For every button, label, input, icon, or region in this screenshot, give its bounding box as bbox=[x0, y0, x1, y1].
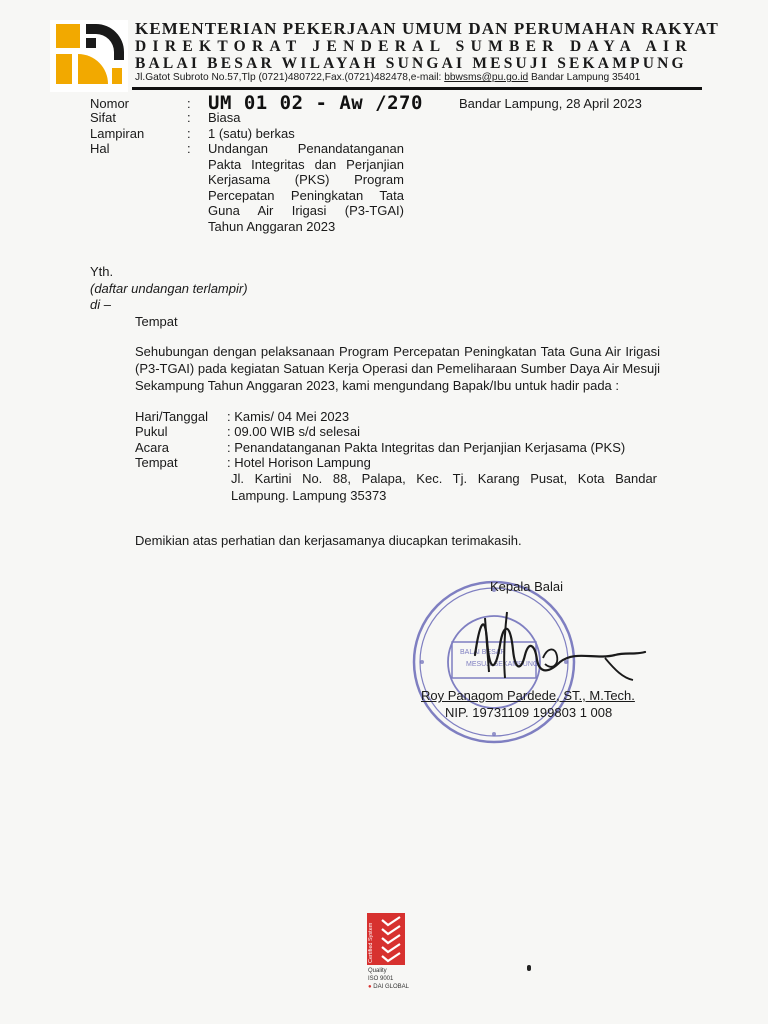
body-paragraph: Sehubungan dengan pelaksanaan Program Percepatan Peningkatan Tata Guna Air Irigasi (P3-TGAI) pada kegiatan Satuan Kerja Operasi dan Pemeliharaan Sumber Daya Air Mesuji Sekampung Tahun Anggaran 2023, kami mengundang Bapak/Ibu untuk hadir pada : bbox=[135, 344, 660, 393]
detail-value: : Hotel Horison Lampung bbox=[227, 455, 371, 470]
signatory-nip: NIP. 19731109 199803 1 008 bbox=[445, 705, 613, 720]
signatory-name: Roy Panagom Pardede, ST., M.Tech. bbox=[421, 688, 635, 703]
detail-label: Tempat bbox=[135, 455, 178, 470]
iso-quality: Quality bbox=[368, 968, 387, 974]
yth: Yth. bbox=[90, 264, 114, 279]
checkmarks-icon bbox=[379, 915, 403, 963]
handwritten-signature bbox=[455, 600, 655, 690]
detail-label: Pukul bbox=[135, 424, 168, 439]
detail-value: : 09.00 WIB s/d selesai bbox=[227, 424, 360, 439]
detail-label: Hari/Tanggal bbox=[135, 409, 208, 424]
iso-badge-vertical-text: Certified System bbox=[368, 922, 374, 963]
iso-issuer-text: DAI GLOBAL bbox=[373, 984, 409, 990]
letterhead-ministry: KEMENTERIAN PEKERJAAN UMUM DAN PERUMAHAN RAKYAT bbox=[135, 19, 719, 38]
lampiran-value: 1 (satu) berkas bbox=[208, 126, 295, 141]
signatory-position: Kepala Balai bbox=[490, 579, 563, 594]
address-line: Lampung. Lampung 35373 bbox=[231, 488, 387, 503]
closing-text: Demikian atas perhatian dan kerjasamanya diucapkan terimakasih. bbox=[135, 533, 522, 548]
detail-value: : Penandatanganan Pakta Integritas dan Perjanjian Kerjasama (PKS) bbox=[227, 440, 626, 455]
hal-line: Percepatan Peningkatan Tata bbox=[208, 187, 404, 203]
iso-standard: ISO 9001 bbox=[368, 976, 394, 982]
nomor-colon: : bbox=[187, 96, 191, 111]
letterhead-office: BALAI BESAR WILAYAH SUNGAI MESUJI SEKAMPUNG bbox=[135, 55, 687, 72]
iso-certification-badge bbox=[367, 913, 405, 965]
hal-label: Hal bbox=[90, 141, 110, 156]
hal-line: Pakta Integritas dan Perjanjian bbox=[208, 156, 404, 172]
hal-subject bbox=[208, 141, 404, 234]
sifat-value: Biasa bbox=[208, 110, 241, 125]
letterhead-divider bbox=[132, 87, 702, 90]
detail-label: Acara bbox=[135, 440, 169, 455]
address-suffix: Bandar Lampung 35401 bbox=[528, 72, 641, 83]
sifat-colon: : bbox=[187, 110, 191, 125]
nomor-value: UM 01 02 - Aw /270 bbox=[208, 92, 423, 114]
hal-line: Undangan Penandatanganan bbox=[208, 141, 404, 156]
lampiran-colon: : bbox=[187, 126, 191, 141]
hal-line: Tahun Anggaran 2023 bbox=[208, 218, 336, 234]
recipient-list: (daftar undangan terlampir) bbox=[90, 281, 248, 296]
recipient-place: Tempat bbox=[135, 314, 178, 329]
hal-line: Guna Air Irigasi (P3-TGAI) bbox=[208, 203, 404, 218]
ministry-logo bbox=[50, 20, 128, 92]
email-link[interactable]: bbwsms@pu.go.id bbox=[444, 72, 529, 83]
address-line: Jl. Kartini No. 88, Palapa, Kec. Tj. Karang Pusat, Kota Bandar bbox=[231, 471, 657, 486]
detail-value: : Kamis/ 04 Mei 2023 bbox=[227, 409, 350, 424]
svg-text:BALAI BESAR: BALAI BESAR bbox=[460, 649, 506, 656]
venue-address bbox=[231, 470, 657, 504]
letterhead-directorate: DIREKTORAT JENDERAL SUMBER DAYA AIR bbox=[135, 38, 693, 55]
iso-issuer bbox=[368, 984, 409, 991]
address-prefix: Jl.Gatot Subroto No.57,Tlp (0721)480722,Fax.(0721)482478,e-mail: bbox=[135, 72, 445, 83]
hal-colon: : bbox=[187, 141, 191, 156]
recipient-di: di – bbox=[90, 297, 111, 312]
svg-text:MESUJI SEKAMPUNG: MESUJI SEKAMPUNG bbox=[466, 661, 539, 668]
lampiran-label: Lampiran bbox=[90, 126, 145, 141]
nomor-label: Nomor bbox=[90, 96, 130, 111]
scan-speck bbox=[527, 965, 531, 971]
iso-dot-icon: ● bbox=[368, 984, 372, 990]
hal-line: Kerjasama (PKS) Program bbox=[208, 172, 404, 187]
letterhead-address bbox=[135, 72, 640, 83]
sifat-label: Sifat bbox=[90, 110, 117, 125]
place-date: Bandar Lampung, 28 April 2023 bbox=[459, 96, 642, 111]
